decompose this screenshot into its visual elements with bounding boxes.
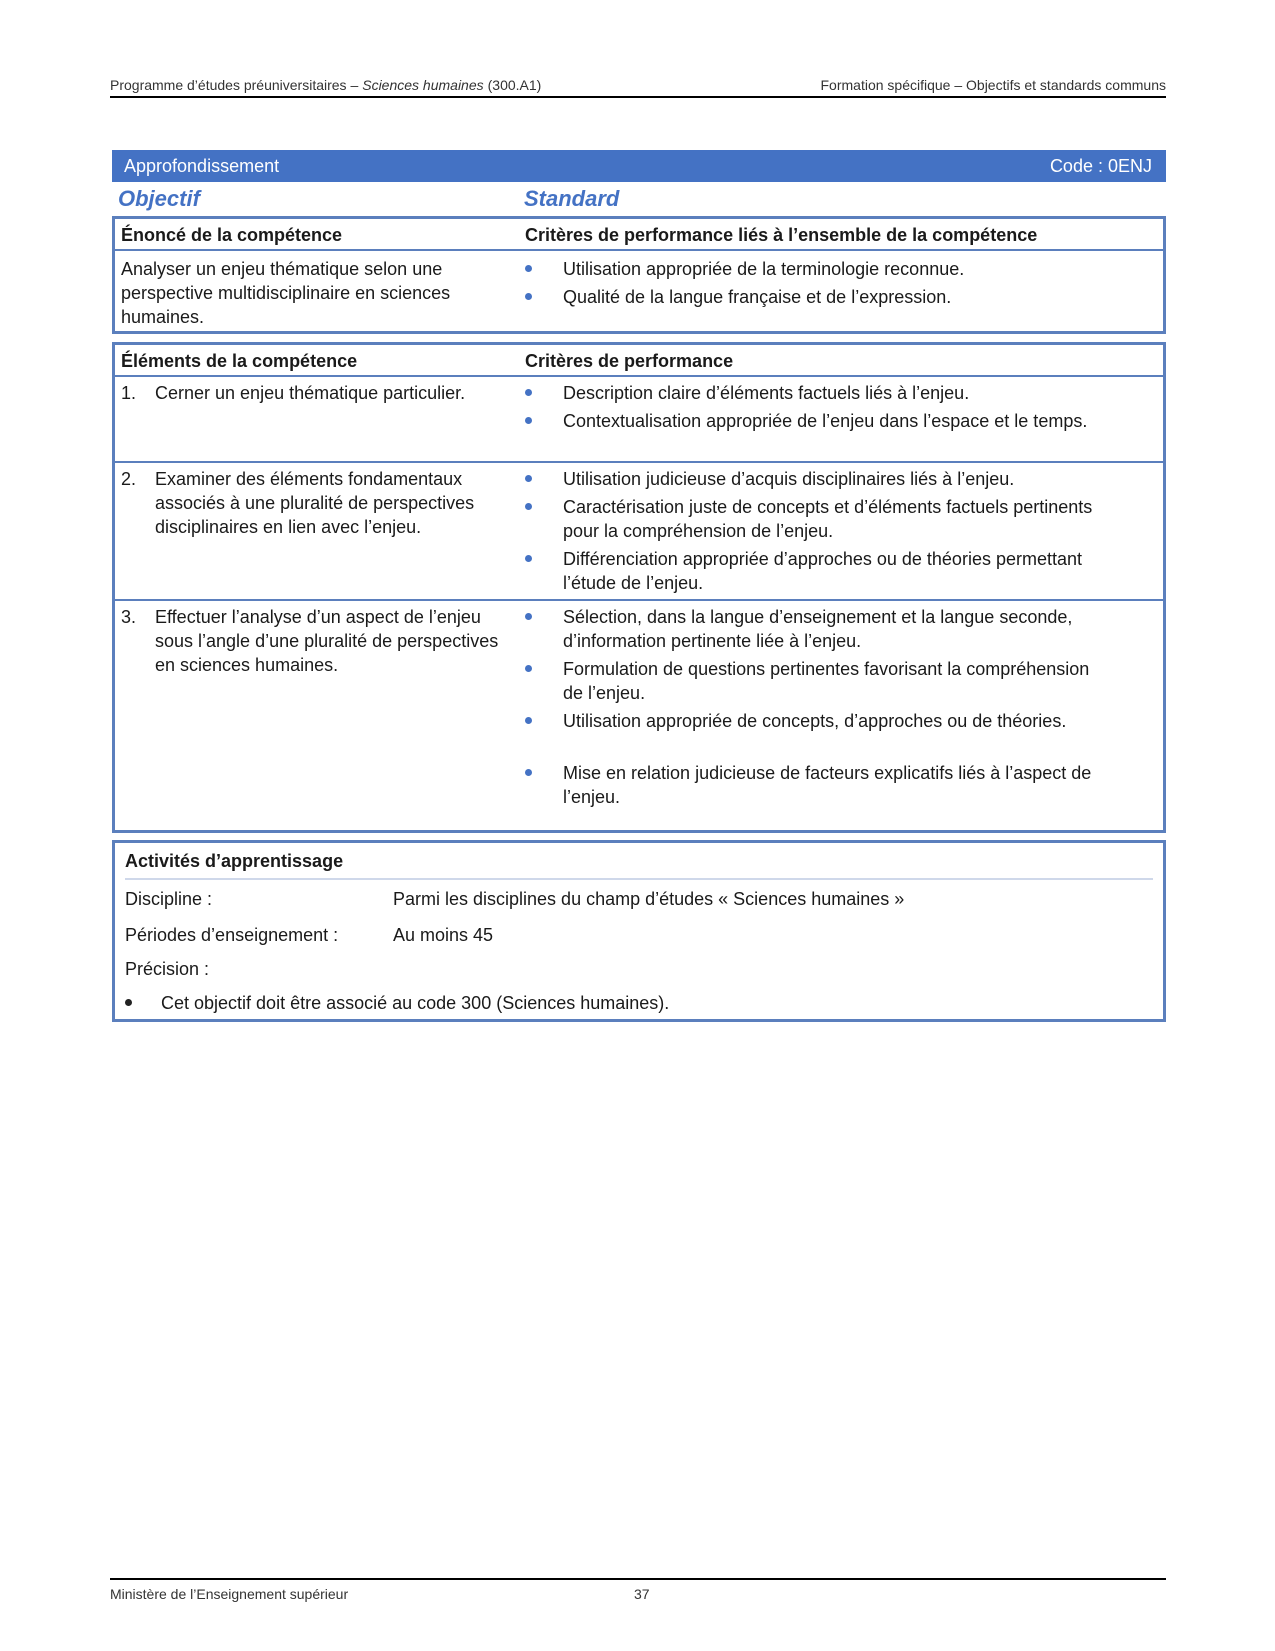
learning-activities <box>112 840 1166 1022</box>
performance-criterion-text: Contextualisation appropriée de l’enjeu dans l’espace et le temps. <box>563 411 1088 431</box>
performance-criterion-text: Différenciation appropriée d’approches ou de théories permettant l’étude de l’enjeu. <box>563 549 1082 593</box>
standard-label: Standard <box>524 186 620 211</box>
elements-table-header <box>115 345 1163 377</box>
bullet-icon <box>525 769 532 776</box>
element-text: Cerner un enjeu thématique particulier. <box>155 383 466 403</box>
bullet-icon <box>125 999 132 1006</box>
header-program-code: (300.A1) <box>487 77 542 93</box>
code-bar-title: Approfondissement <box>124 155 280 176</box>
page-header <box>110 76 1166 98</box>
competence-criterion-text: Qualité de la langue française et de l’expression. <box>563 287 952 307</box>
performance-criterion-text: Description claire d’éléments factuels liés à l’enjeu. <box>563 383 970 403</box>
performance-criterion-text: Sélection, dans la langue d’enseignement et la langue seconde, d’information pertinente liée à l’enjeu. <box>563 607 1073 651</box>
bullet-icon <box>525 555 532 562</box>
precision-text: Cet objectif doit être associé au code 300 (Sciences humaines). <box>161 993 670 1013</box>
element-number: 2. <box>121 469 137 489</box>
bullet-icon <box>525 503 532 510</box>
competence-table <box>112 216 1166 334</box>
periods-label: Périodes d’enseignement : <box>125 925 339 945</box>
discipline-value: Parmi les disciplines du champ d’études « Sciences humaines » <box>393 889 905 909</box>
header-section: Formation spécifique – Objectifs et standards communs <box>820 77 1166 93</box>
element-text: Examiner des éléments fondamentaux associés à une pluralité de perspectives disciplinaires en lien avec l’enjeu. <box>155 469 475 537</box>
page-footer <box>110 1578 1166 1604</box>
bullet-icon <box>525 389 532 396</box>
performance-criterion-text: Caractérisation juste de concepts et d’éléments factuels pertinents pour la compréhension de l’enjeu. <box>563 497 1093 541</box>
header-program <box>110 76 541 96</box>
performance-criterion-text: Mise en relation judicieuse de facteurs explicatifs liés à l’aspect de l’enjeu. <box>563 763 1092 807</box>
bullet-icon <box>525 265 532 272</box>
competence-statement: Analyser un enjeu thématique selon une perspective multidisciplinaire en sciences humaines. <box>121 259 451 327</box>
competence-table-header <box>115 219 1163 251</box>
bullet-icon <box>525 417 532 424</box>
performance-criterion-text: Formulation de questions pertinentes favorisant la compréhension de l’enjeu. <box>563 659 1090 703</box>
footer-ministry: Ministère de l’Enseignement supérieur <box>110 1586 349 1602</box>
row-divider <box>115 599 1163 601</box>
objectif-label: Objectif <box>118 186 200 211</box>
elements-table <box>112 342 1166 833</box>
element-text: Effectuer l’analyse d’un aspect de l’enjeu sous l’angle d’une pluralité de perspectives en sciences humaines. <box>155 607 499 675</box>
bullet-icon <box>525 717 532 724</box>
elements-header-left: Éléments de la compétence <box>121 351 358 371</box>
bullet-icon <box>525 475 532 482</box>
activities-title: Activités d’apprentissage <box>125 851 1153 880</box>
code-bar-code: Code : 0ENJ <box>1049 155 1152 176</box>
element-number: 3. <box>121 607 137 627</box>
performance-criterion-text: Utilisation judicieuse d’acquis disciplinaires liés à l’enjeu. <box>563 469 1015 489</box>
row-divider <box>115 461 1163 463</box>
precision-label: Précision : <box>125 959 210 979</box>
periods-value: Au moins 45 <box>393 925 494 945</box>
objective-standard-row <box>112 186 1166 214</box>
bullet-icon <box>525 613 532 620</box>
bullet-icon <box>525 293 532 300</box>
discipline-label: Discipline : <box>125 889 213 909</box>
performance-criterion-text: Utilisation appropriée de concepts, d’approches ou de théories. <box>563 711 1067 731</box>
page-number: 37 <box>634 1586 650 1602</box>
header-program-name: Sciences humaines <box>362 77 484 93</box>
bullet-icon <box>525 665 532 672</box>
header-program-prefix: Programme d’études préuniversitaires – <box>110 77 359 93</box>
element-number: 1. <box>121 383 137 403</box>
competence-header-right: Critères de performance liés à l’ensemble de la compétence <box>525 225 1038 245</box>
competence-header-left: Énoncé de la compétence <box>121 225 343 245</box>
elements-header-right: Critères de performance <box>525 351 734 371</box>
code-bar <box>112 150 1166 182</box>
competence-criterion-text: Utilisation appropriée de la terminologie reconnue. <box>563 259 965 279</box>
